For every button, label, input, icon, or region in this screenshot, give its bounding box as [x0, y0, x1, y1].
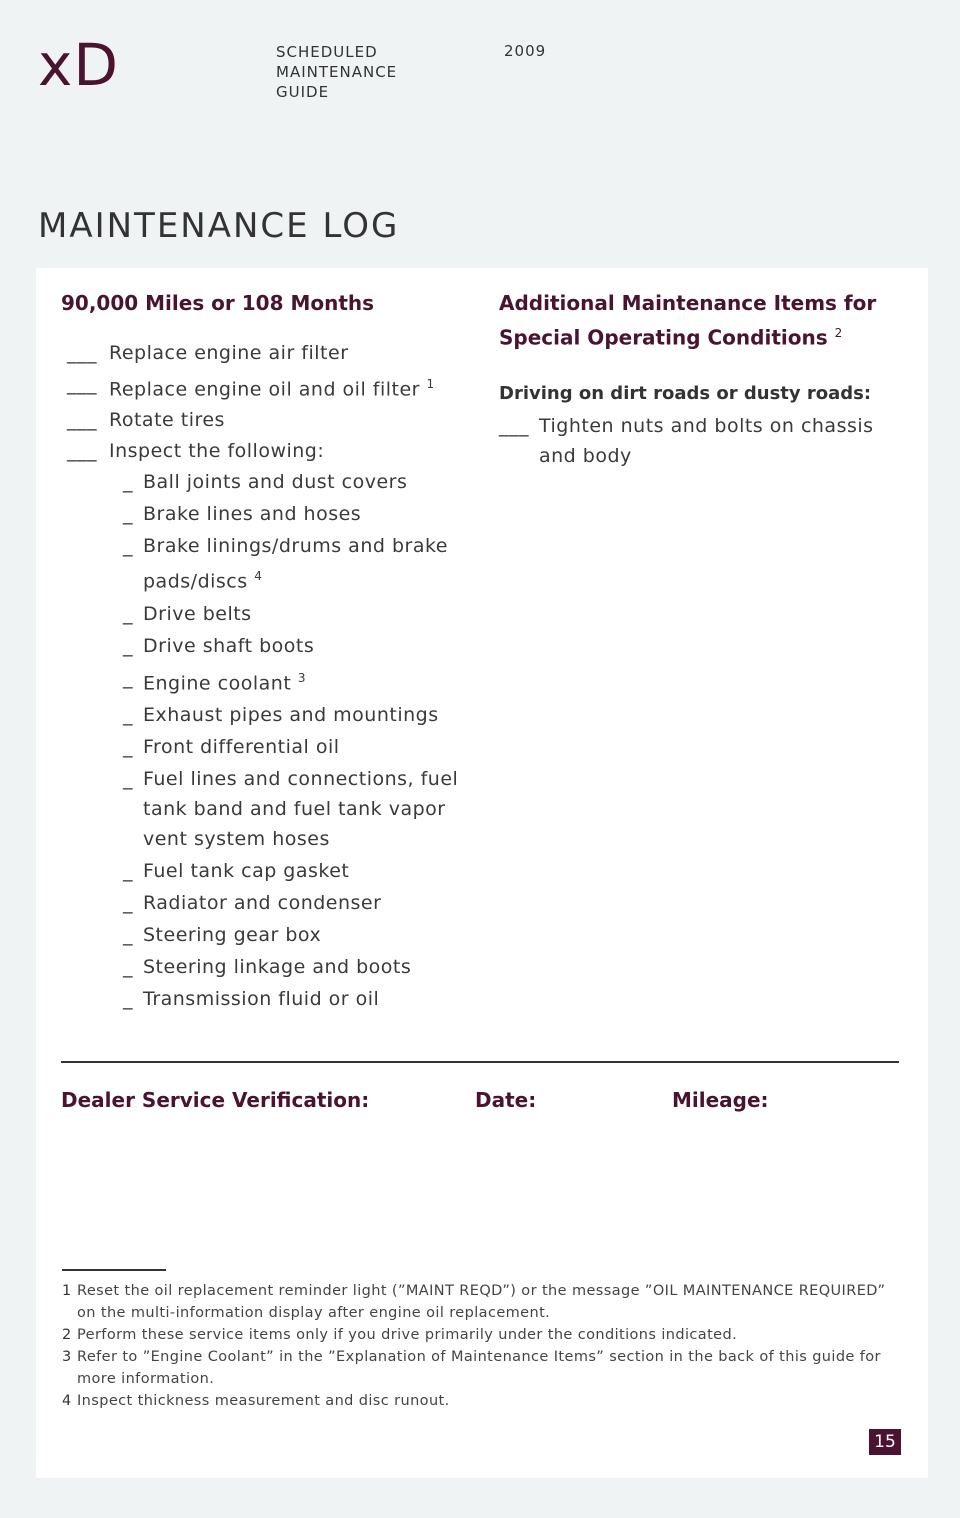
item-label: Fuel tank cap gasket [143, 859, 350, 882]
page-title: MAINTENANCE LOG [38, 206, 400, 246]
interval-column [61, 288, 471, 1016]
item-label: Steering gear box [143, 923, 322, 946]
checklist-item [123, 888, 471, 918]
model-year: 2009 [504, 42, 547, 60]
checklist-item [67, 405, 471, 435]
condition-heading: Driving on dirt roads or dusty roads: [499, 382, 872, 404]
item-label: Inspect the following: [109, 440, 325, 463]
item-label: Radiator and condenser [143, 891, 382, 914]
check-blank: _ [123, 923, 133, 946]
item-label: Rotate tires [109, 409, 225, 432]
checklist-item-text [109, 436, 324, 466]
check-blank: _ [123, 535, 133, 558]
check-blank: _ [123, 703, 133, 726]
checklist-item-text [143, 499, 361, 529]
check-blank: _ [123, 859, 133, 882]
checklist-item-text [143, 631, 314, 661]
checklist-item-text [143, 764, 471, 854]
footnote-ref: 4 [254, 569, 263, 584]
checklist-item-text [143, 952, 411, 982]
footnote-number: 4 [62, 1393, 72, 1409]
check-blank: _ [123, 767, 133, 790]
checklist-item [123, 732, 471, 762]
checklist-item [123, 663, 471, 698]
item-label: Ball joints and dust covers [143, 471, 408, 494]
check-blank: ___ [499, 414, 529, 437]
brand-logo: xD [38, 31, 119, 99]
footnote-rule [62, 1269, 166, 1271]
date-label: Date: [475, 1088, 537, 1112]
guide-title-line: MAINTENANCE [276, 63, 398, 81]
checklist-item-text [109, 369, 435, 404]
check-blank: _ [123, 634, 133, 657]
item-label: Steering linkage and boots [143, 955, 412, 978]
check-blank: _ [123, 666, 133, 689]
check-blank: _ [123, 602, 133, 625]
log-panel [36, 268, 928, 1478]
checklist-item [123, 531, 471, 596]
checklist-item [67, 338, 471, 368]
checklist-item-text [143, 856, 349, 886]
checklist-item [123, 952, 471, 982]
checklist-item-text [143, 599, 252, 629]
check-blank: _ [123, 891, 133, 914]
item-label: Fuel lines and connections, fuel tank band and fuel tank vapor vent system hoses [143, 767, 459, 850]
interval-heading: 90,000 Miles or 108 Months [61, 291, 375, 315]
item-label: Brake lines and hoses [143, 503, 362, 526]
interval-items [61, 338, 471, 1014]
page-number: 15 [869, 1429, 901, 1455]
checklist-item-text [143, 531, 471, 596]
check-blank: _ [123, 955, 133, 978]
checklist-item-text [143, 920, 321, 950]
item-label: Replace engine air filter [109, 342, 349, 364]
item-label: Front differential oil [143, 735, 340, 758]
footnote-number: 2 [62, 1327, 72, 1343]
special-conditions-heading-text: Additional Maintenance Items for Special Operating Conditions [499, 291, 877, 350]
checklist-item [67, 369, 471, 404]
footnote [62, 1324, 892, 1346]
footnote-text: Reset the oil replacement reminder light (”MAINT REQD”) or the message ”OIL MAINTENANCE REQUIRED” on the multi-information display after engine oil replacement. [77, 1283, 886, 1321]
footnote-number: 3 [62, 1349, 72, 1365]
checklist-item [123, 700, 471, 730]
checklist-item-text [109, 338, 349, 368]
checklist-item [123, 467, 471, 497]
checklist-item [123, 984, 471, 1014]
footnote-text: Perform these service items only if you drive primarily under the conditions indicated. [77, 1327, 738, 1343]
check-blank: ___ [67, 409, 97, 432]
checklist-item [499, 411, 899, 471]
guide-title-line: SCHEDULED [276, 43, 378, 61]
checklist-item-text [143, 984, 379, 1014]
special-conditions-heading [499, 288, 899, 353]
checklist-item-text [143, 663, 306, 698]
check-blank: _ [123, 503, 133, 526]
footnote-ref: 2 [834, 326, 843, 340]
item-label: Transmission fluid or oil [143, 987, 380, 1010]
item-label: Exhaust pipes and mountings [143, 703, 439, 726]
item-label: Tighten nuts and bolts on chassis and body [539, 414, 874, 467]
check-blank: ___ [67, 440, 97, 463]
footnote-ref: 1 [426, 377, 435, 391]
footnote-text: Inspect thickness measurement and disc runout. [77, 1393, 450, 1409]
footnote-text: Refer to ”Engine Coolant” in the ”Explanation of Maintenance Items” section in the back of this guide for more information. [77, 1349, 881, 1387]
checklist-item [67, 436, 471, 466]
mileage-label: Mileage: [672, 1088, 769, 1112]
item-label: Drive shaft boots [143, 634, 315, 657]
checklist-item-text [539, 411, 899, 471]
special-conditions-column [499, 288, 899, 471]
item-label: Drive belts [143, 602, 252, 625]
footnote [62, 1346, 892, 1390]
check-blank: _ [123, 987, 133, 1010]
footnotes [62, 1280, 892, 1412]
item-label: Engine coolant [143, 671, 292, 694]
checklist-item-text [143, 732, 340, 762]
footnote-ref: 3 [297, 670, 306, 685]
dealer-verification-label: Dealer Service Verification: [61, 1088, 370, 1112]
checklist-item [123, 499, 471, 529]
section-divider [61, 1061, 899, 1063]
item-label: Brake linings/drums and brake pads/discs [143, 535, 449, 593]
check-blank: _ [123, 471, 133, 494]
footnote-number: 1 [62, 1283, 72, 1299]
guide-title [276, 42, 397, 102]
checklist-item-text [143, 700, 439, 730]
checklist-item [123, 631, 471, 661]
footnote [62, 1390, 892, 1412]
checklist-item [123, 764, 471, 854]
checklist-item [123, 920, 471, 950]
footnote [62, 1280, 892, 1324]
check-blank: ___ [67, 373, 97, 395]
condition-items [499, 411, 899, 471]
check-blank: _ [123, 735, 133, 758]
checklist-item-text [143, 888, 381, 918]
item-label: Replace engine oil and oil filter [109, 378, 420, 401]
checklist-item [123, 599, 471, 629]
guide-title-line: GUIDE [276, 83, 330, 101]
checklist-item-text [143, 467, 407, 497]
checklist-item-text [109, 405, 225, 435]
check-blank: ___ [67, 342, 97, 364]
checklist-item [123, 856, 471, 886]
